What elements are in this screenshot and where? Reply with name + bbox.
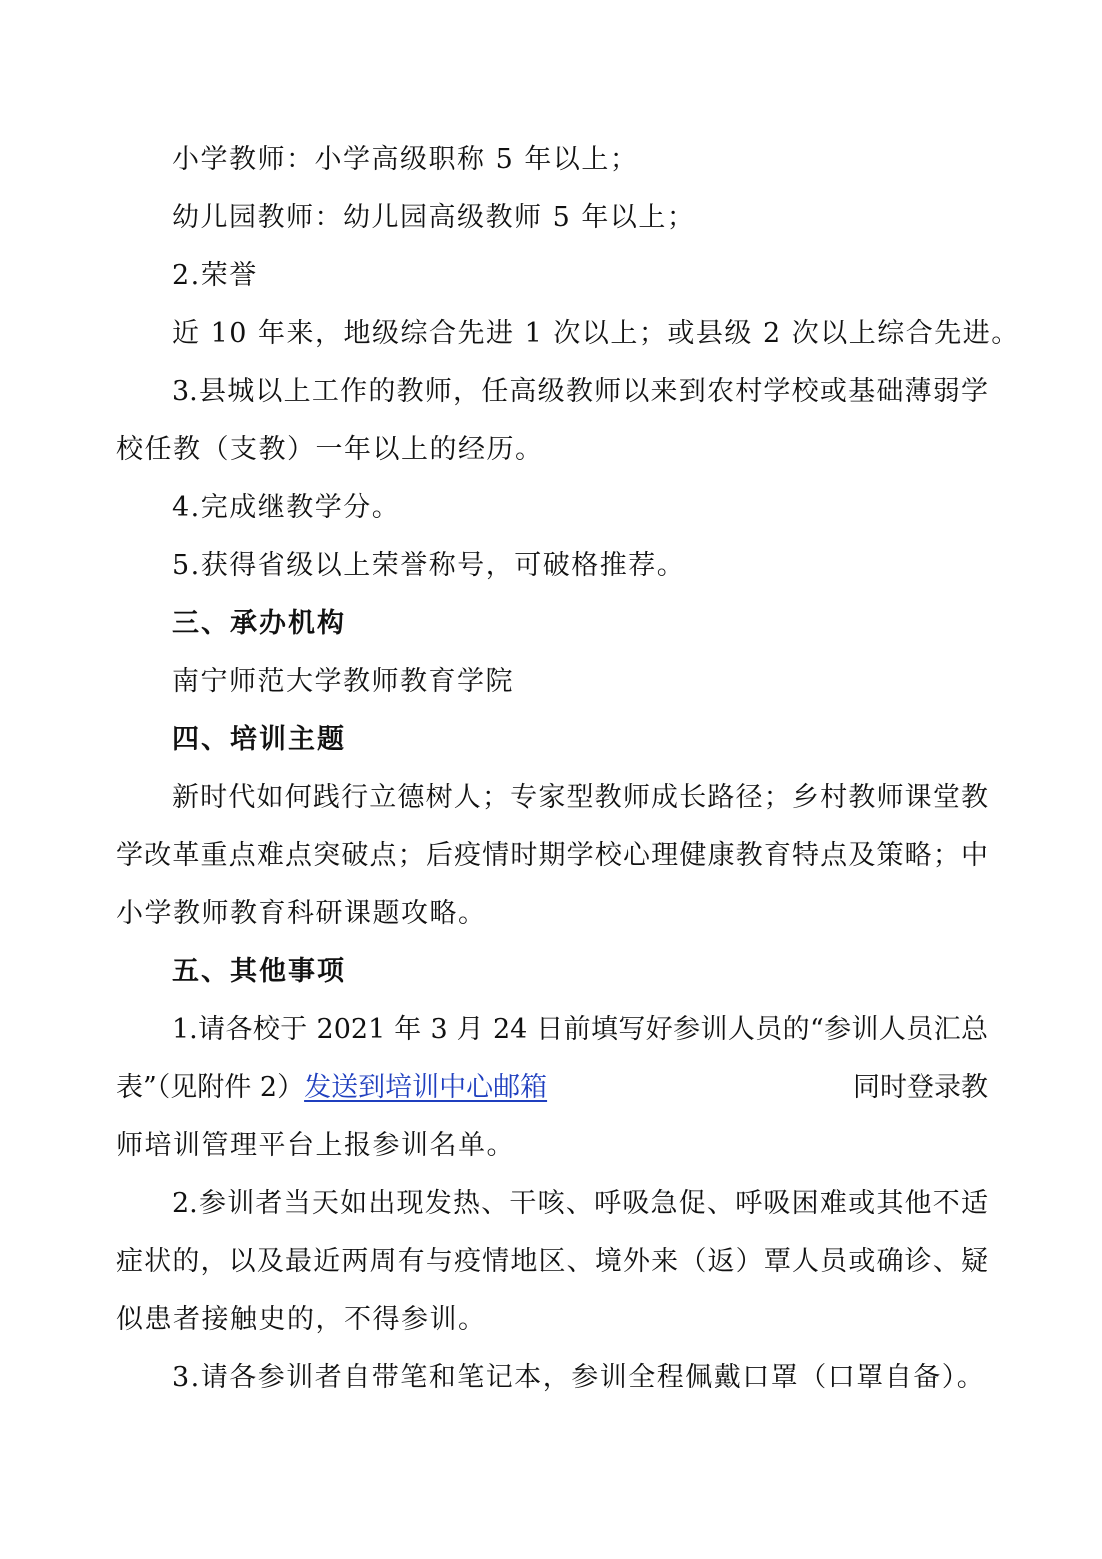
text-line: 幼儿园教师：幼儿园高级教师 5 年以上； <box>172 202 696 233</box>
text-line: 小学教师：小学高级职称 5 年以上； <box>172 144 639 175</box>
text-line: 4.完成继教学分。 <box>172 492 401 523</box>
text-fragment: 同时登录教 <box>852 1072 988 1103</box>
section-heading: 五、其他事项 <box>172 956 346 987</box>
text-line: 小学教师教育科研课题攻略。 <box>116 898 487 929</box>
text-fragment: 表”（见附件 2） <box>116 1072 305 1103</box>
text-line: 近 10 年来，地级综合先进 1 次以上；或县级 2 次以上综合先进。 <box>172 318 1020 349</box>
text-line: 似患者接触史的，不得参训。 <box>116 1304 487 1335</box>
text-line: 2.荣誉 <box>172 260 258 291</box>
text-line: 新时代如何践行立德树人；专家型教师成长路径；乡村教师课堂教 <box>172 782 988 813</box>
text-line: 2.参训者当天如出现发热、干咳、呼吸急促、呼吸困难或其他不适 <box>172 1188 988 1219</box>
text-line: 症状的，以及最近两周有与疫情地区、境外来（返）覃人员或确诊、疑 <box>116 1246 988 1277</box>
text-line: 5.获得省级以上荣誉称号，可破格推荐。 <box>172 550 686 581</box>
text-line: 1.请各校于 2021 年 3 月 24 日前填写好参训人员的“参训人员汇总 <box>172 1014 988 1045</box>
text-line: 师培训管理平台上报参训名单。 <box>116 1130 515 1161</box>
email-link[interactable]: 发送到培训中心邮箱 <box>304 1072 548 1103</box>
section-heading: 四、培训主题 <box>172 724 346 755</box>
text-line <box>116 1068 988 1108</box>
section-heading: 三、承办机构 <box>172 608 346 639</box>
text-line: 3.请各参训者自带笔和笔记本，参训全程佩戴口罩（口罩自备）。 <box>172 1362 986 1393</box>
text-line: 校任教（支教）一年以上的经历。 <box>116 434 544 465</box>
redacted-email <box>572 1076 828 1096</box>
text-line: 南宁师范大学教师教育学院 <box>172 666 514 697</box>
text-line: 学改革重点难点突破点；后疫情时期学校心理健康教育特点及策略；中 <box>116 840 988 871</box>
text-line: 3.县城以上工作的教师，任高级教师以来到农村学校或基础薄弱学 <box>172 376 988 407</box>
